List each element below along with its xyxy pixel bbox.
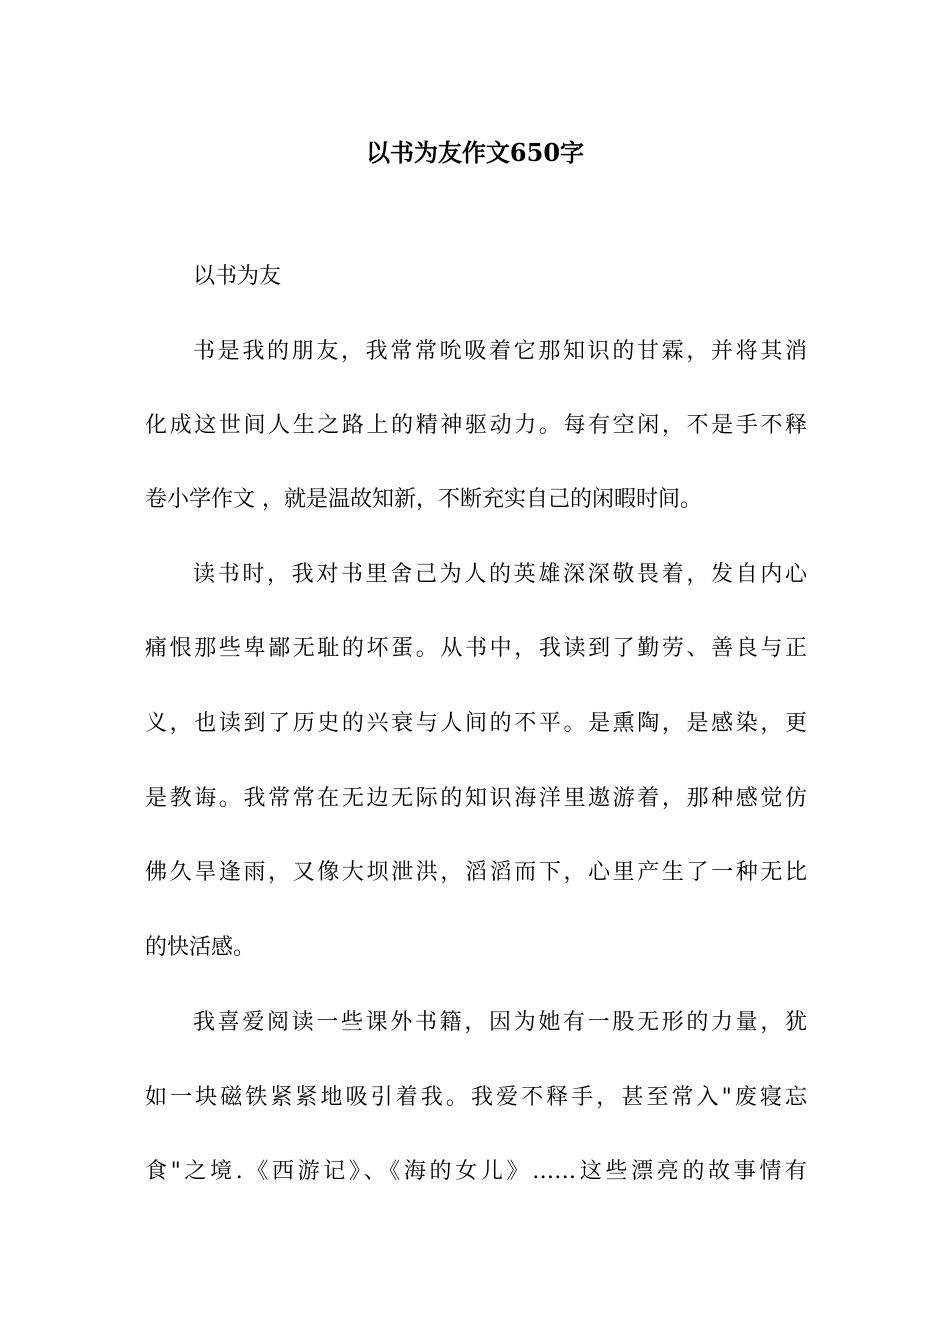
paragraph-line: 读书时，我对书里舍己为人的英雄深深敬畏着，发自内心 (193, 562, 807, 587)
section-heading: 以书为友 (193, 264, 282, 289)
paragraph-line: 我喜爱阅读一些课外书籍，因为她有一股无形的力量，犹 (193, 1010, 807, 1035)
document-title: 以书为友作文650字 (365, 138, 585, 167)
paragraph-line: 食"之境.《西游记》、《海的女儿》……这些漂亮的故事情有 (145, 1159, 807, 1184)
paragraph-line: 化成这世间人生之路上的精神驱动力。每有空闲，不是手不释 (145, 413, 807, 438)
paragraph-line: 的快活感。 (145, 935, 256, 960)
paragraph-line: 是教诲。我常常在无边无际的知识海洋里遨游着，那种感觉仿 (145, 786, 807, 811)
paragraph-line: 书是我的朋友，我常常吮吸着它那知识的甘霖，并将其消 (193, 339, 807, 364)
paragraph-line: 痛恨那些卑鄙无耻的坏蛋。从书中，我读到了勤劳、善良与正 (145, 636, 807, 661)
paragraph-line: 卷小学作文 ，就是温故知新，不断充实自己的闲暇时间。 (145, 487, 702, 512)
paragraph-line: 佛久旱逢雨，又像大坝泄洪，滔滔而下，心里产生了一种无比 (145, 860, 807, 885)
paragraph-line: 如一块磁铁紧紧地吸引着我。我爱不释手，甚至常入"废寝忘 (145, 1085, 807, 1110)
paragraph-line: 义，也读到了历史的兴衰与人间的不平。是熏陶，是感染，更 (145, 711, 807, 736)
